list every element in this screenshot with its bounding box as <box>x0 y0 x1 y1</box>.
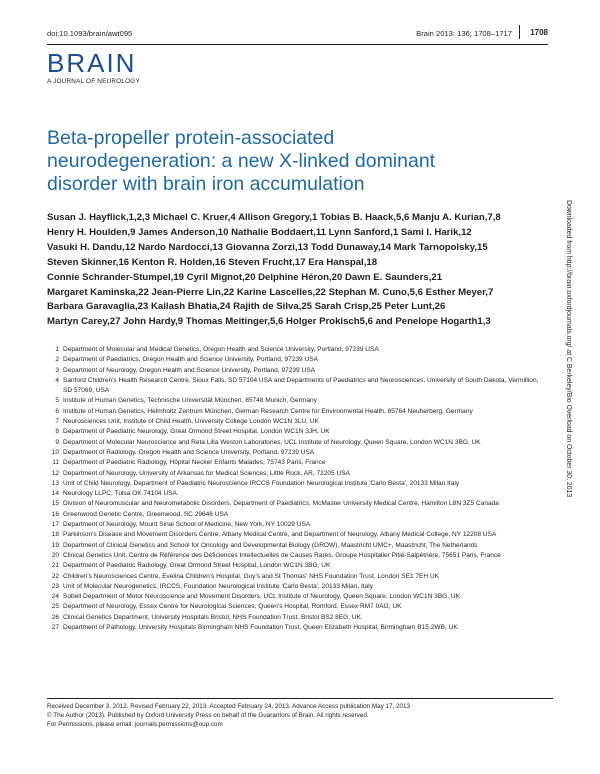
affiliation-number: 17 <box>51 521 59 529</box>
affiliation-text: Department of Neurology, Oregon Health and Science University, Portland, 97239 USA <box>63 366 315 374</box>
author-line: Martyn Carey,27 John Hardy,9 Thomas Meitinger,5,6 Holger Prokisch5,6 and Penelope Hogarth1,3 <box>47 316 491 328</box>
affiliation-item <box>47 489 547 499</box>
affiliation-item <box>47 407 547 417</box>
affiliation-text: Department of Radiology, Oregon Health and Science University, Portland, 97239 USA <box>63 448 315 456</box>
affiliation-number: 19 <box>51 541 59 549</box>
journal-logo <box>47 50 140 85</box>
affiliation-number: 6 <box>55 407 59 415</box>
affiliation-item <box>47 561 547 571</box>
affiliation-text: Neurosciences Unit, Institute of Child Health, University College London WC1N 3LU, UK <box>63 418 319 426</box>
affiliation-text: Department of Pathology, University Hospitals Birmingham NHS Foundation Trust, Queen Elizabeth Hospital, Birmingham B15 2WB, UK <box>63 624 458 632</box>
header-divider <box>519 25 520 39</box>
journal-citation: Brain 2013: 136; 1708–1717 <box>416 29 512 38</box>
affiliation-number: 14 <box>51 490 59 498</box>
affiliation-item <box>47 458 547 468</box>
affiliation-number: 20 <box>51 551 59 559</box>
affiliation-text: Children's Neurosciences Centre, Evelina Children's Hospital, Guy's and St Thomas' NHS Foundation Trust, London SE1 7EH UK <box>63 572 440 580</box>
copyright-notice: © The Author (2013). Published by Oxford University Press on behalf of the Guarantors of Brain. All rights reserved. <box>47 712 369 719</box>
affiliation-number: 2 <box>55 356 59 364</box>
doi-link[interactable]: doi:10.1093/brain/awt095 <box>47 29 133 38</box>
download-watermark <box>565 200 579 580</box>
affiliation-text: Department of Paediatric Radiology, Hôpital Necker Enfants Malades, 75743 Paris, France <box>63 459 326 467</box>
affiliation-item <box>47 623 547 633</box>
affiliation-item <box>47 499 547 509</box>
affiliation-number: 10 <box>51 448 59 456</box>
author-line: Steven Skinner,16 Kenton R. Holden,16 Steven Frucht,17 Era Hanspal,18 <box>47 256 378 268</box>
page-number: 1708 <box>530 28 548 37</box>
article-footer <box>47 702 553 729</box>
affiliation-number: 9 <box>55 438 59 446</box>
affiliation-number: 15 <box>51 500 59 508</box>
affiliation-text: Division of Neuromuscular and Neurometabolic Disorders, Department of Paediatrics, McMaster University Medical Centre, Hamilton L8N 3Z5 Canada <box>63 500 499 508</box>
affiliation-list <box>47 345 547 633</box>
affiliation-text: Unit of Molecular Neurogenetics, IRCCS, Foundation Neurological Institute 'Carlo Besta', 20133 Milan, Italy <box>63 582 373 590</box>
article-title <box>47 127 567 196</box>
affiliation-text: Sobell Department of Motor Neuroscience and Movement Disorders, UCL Institute of Neurology, Queen Square, London WC1N 3BG, UK <box>63 593 461 601</box>
affiliation-text: Department of Molecular Neuroscience and Reta Lilla Weston Laboratories, UCL Institute of Neurology, Queen Square, London WC1N 3BG, UK <box>63 438 481 446</box>
affiliation-number: 3 <box>55 366 59 374</box>
author-list <box>47 211 547 330</box>
affiliation-item <box>47 345 547 355</box>
affiliation-item <box>47 551 547 561</box>
affiliation-item <box>47 520 547 530</box>
affiliation-item <box>47 396 547 406</box>
running-header <box>47 22 548 40</box>
affiliation-item <box>47 376 547 397</box>
affiliation-text: Clinical Genetics Unit, Centre de Référence des Déficiences Intellectuelles de Causes Rares, Groupe Hospitalier Pitié-Salpêtrière, 75651 Paris, France <box>63 551 501 559</box>
affiliation-item <box>47 448 547 458</box>
affiliation-text: Department of Neurology, University of Arkansas for Medical Sciences, Little Rock, AR, 72205 USA <box>63 469 350 477</box>
affiliation-item <box>47 427 547 437</box>
title-line: disorder with brain iron accumulation <box>47 173 365 195</box>
title-line: neurodegeneration: a new X-linked dominant <box>47 150 436 172</box>
affiliation-item <box>47 438 547 448</box>
affiliation-text: Department of Paediatrics, Oregon Health and Science University, Portland, 97239 USA <box>63 356 318 364</box>
affiliation-number: 12 <box>51 469 59 477</box>
affiliation-number: 5 <box>55 397 59 405</box>
affiliation-item <box>47 541 547 551</box>
affiliation-text: Department of Neurology, Essex Centre for Neurological Sciences, Queen's Hospital, Romford, Essex RM7 0AG, UK <box>63 603 402 611</box>
affiliation-item <box>47 613 547 623</box>
affiliation-item <box>47 417 547 427</box>
affiliation-item <box>47 582 547 592</box>
permissions-notice[interactable]: For Permissions, please email: journals.permissions@oup.com <box>47 721 223 728</box>
footer-rule <box>47 698 553 699</box>
affiliation-text: Neurology LLPC, Tulsa OK 74104 USA <box>63 490 177 498</box>
affiliation-text: Parkinson's Disease and Movement Disorders Centre, Albany Medical Centre, and Department of Neurology, Albany Medical College, NY 12208 USA <box>63 531 497 539</box>
affiliation-number: 27 <box>51 624 59 632</box>
journal-subtitle: A JOURNAL OF NEUROLOGY <box>47 78 140 85</box>
affiliation-number: 8 <box>55 428 59 436</box>
affiliation-number: 11 <box>52 459 59 467</box>
affiliation-number: 4 <box>55 376 59 384</box>
author-line: Connie Schrander-Stumpel,19 Cyril Mignot,20 Delphine Héron,20 Dawn E. Saunders,21 <box>47 271 443 283</box>
download-note-text[interactable]: Downloaded from http://brain.oxfordjournals.org/ at C Berkeley/Bio Overload on October 30, 2013 <box>565 200 572 498</box>
affiliation-text: Department of Paediatric Neurology, Great Ormond Street Hospital, London WC1N 3JH, UK <box>63 428 330 436</box>
author-line: Vasuki H. Dandu,12 Nardo Nardocci,13 Giovanna Zorzi,13 Todd Dunaway,14 Mark Tarnopolsky,15 <box>47 241 488 253</box>
affiliation-number: 1 <box>55 346 59 353</box>
header-rule <box>47 44 548 45</box>
affiliation-number: 25 <box>51 603 59 611</box>
affiliation-text: Greenwood Genetic Centre, Greenwood, SC 29646 USA <box>63 510 229 518</box>
affiliation-text: Unit of Child Neurology, Department of Paediatric Neuroscience IRCCS Foundation Neurological Institute 'Carlo Besta', 20133 Milan Italy <box>63 479 460 487</box>
author-line: Henry H. Houlden,9 James Anderson,10 Nathalie Boddaert,11 Lynn Sanford,1 Sami I. Harik,12 <box>47 226 472 238</box>
affiliation-text: Department of Clinical Genetics and School for Oncology and Developmental Biology (GROW), Maastricht UMC+, Maastricht, The Netherlands <box>63 541 478 549</box>
affiliation-text: Department of Molecular and Medical Genetics, Oregon Health and Science University, Portland, 97239 USA <box>63 346 379 353</box>
affiliation-item <box>47 469 547 479</box>
affiliation-number: 13 <box>51 479 59 487</box>
affiliation-item <box>47 592 547 602</box>
affiliation-text: Institute of Human Genetics, Technische Universität München, 85748 Munich, Germany <box>63 397 317 405</box>
author-line: Margaret Kaminska,22 Jean-Pierre Lin,22 Karine Lascelles,22 Stephan M. Cuno,5,6 Esther Meyer,7 <box>47 286 494 298</box>
affiliation-item <box>47 572 547 582</box>
affiliation-number: 22 <box>51 572 59 580</box>
affiliation-number: 7 <box>55 418 59 426</box>
affiliation-number: 16 <box>51 510 59 518</box>
affiliation-item <box>47 479 547 489</box>
affiliation-text: Department of Paediatric Radiology, Great Ormond Street Hospital, London WC1N 3BG, UK <box>63 562 331 570</box>
title-line: Beta-propeller protein-associated <box>47 127 335 149</box>
affiliation-item <box>47 366 547 376</box>
affiliation-text: Department of Neurology, Mount Sinai School of Medicine, New York, NY 10029 USA <box>63 521 311 529</box>
affiliation-text: Sanford Children's Health Research Centre, Sioux Falls, SD 57104 USA and Departments of Paediatrics and Neurosciences, University of South Dakota, Vermillion, SD 57069, USA <box>63 376 539 395</box>
affiliation-item <box>47 355 547 365</box>
received-dates: Received December 3, 2012. Revised February 22, 2013. Accepted February 24, 2013. Advance Access publication May 17, 2013 <box>47 703 410 710</box>
affiliation-text: Institute of Human Genetics, Helmholtz Zentrum München, German Research Centre for Environmental Health, 85764 Neuherberg, Germany <box>63 407 473 415</box>
affiliation-item <box>47 510 547 520</box>
author-line: Barbara Garavaglia,23 Kailash Bhatia,24 Rajith de Silva,25 Sarah Crisp,25 Peter Lunt,26 <box>47 301 446 313</box>
journal-name: BRAIN <box>47 48 137 78</box>
author-line: Susan J. Hayflick,1,2,3 Michael C. Kruer,4 Allison Gregory,1 Tobias B. Haack,5,6 Manju A. Kurian,7,8 <box>47 212 501 223</box>
affiliation-number: 18 <box>51 531 59 539</box>
affiliation-number: 24 <box>51 593 59 601</box>
affiliation-item <box>47 602 547 612</box>
affiliation-number: 23 <box>51 582 59 590</box>
affiliation-text: Clinical Genetics Department, University Hospitals Bristol, NHS Foundation Trust, Bristol BS2 8EG, UK <box>63 613 361 621</box>
affiliation-number: 26 <box>51 613 59 621</box>
affiliation-number: 21 <box>51 562 59 570</box>
affiliation-item <box>47 530 547 540</box>
